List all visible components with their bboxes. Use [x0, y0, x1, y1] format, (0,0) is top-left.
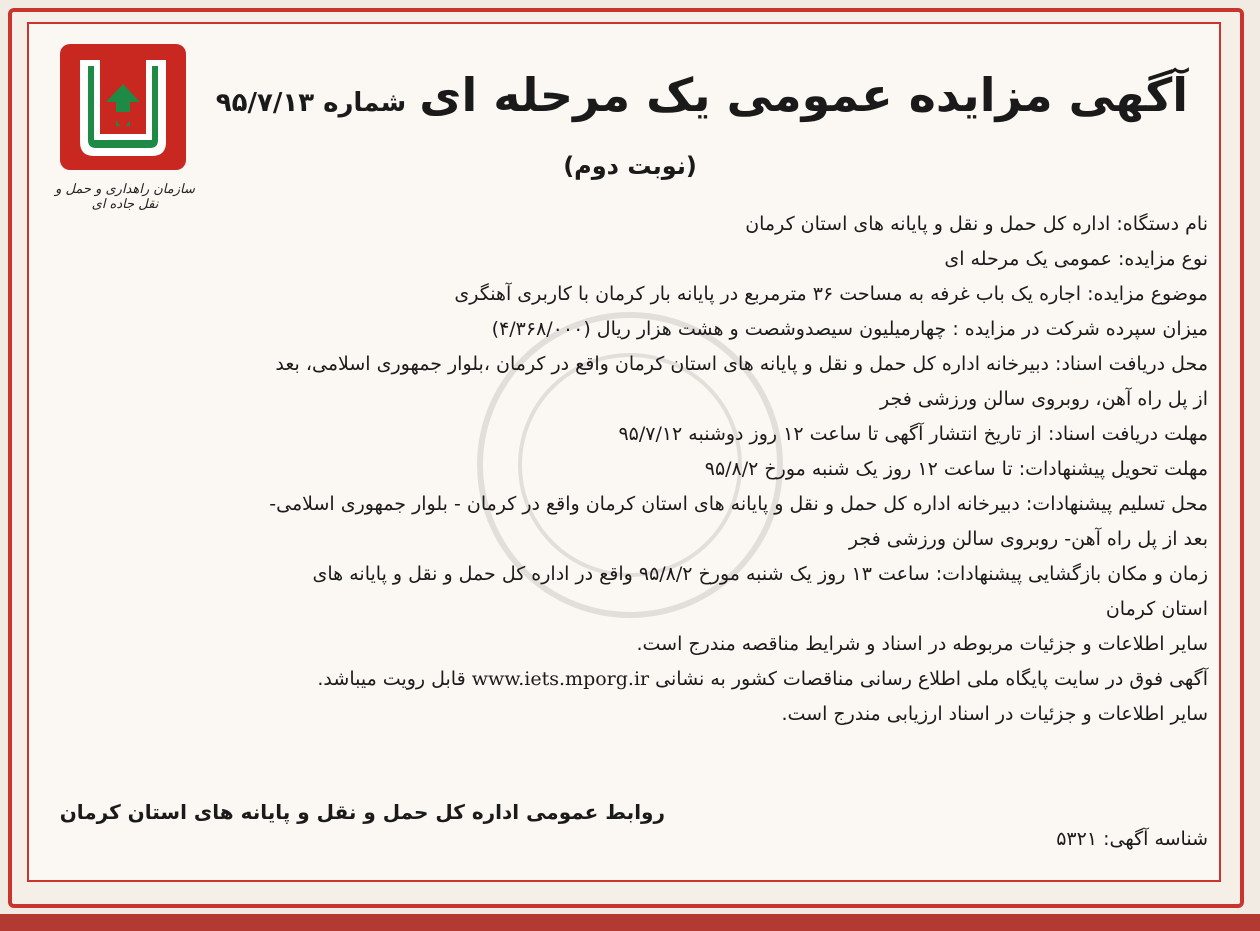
other-info-line: سایر اطلاعات و جزئیات مربوطه در اسناد و شرایط مناقصه مندرج است. [636, 633, 1208, 655]
logo-caption: سازمان راهداری و حمل و نقل جاده ای [55, 182, 195, 212]
proposal-deadline-line: مهلت تحویل پیشنهادات: تا ساعت ۱۲ روز یک شنبه مورخ ۹۵/۸/۲ [704, 458, 1208, 480]
documents-location-line: محل دریافت اسناد: دبیرخانه اداره کل حمل و نقل و پایانه های استان کرمان واقع در کرمان ،بلوار جمهوری اسلامی، بعد [275, 353, 1208, 375]
auction-subject-line: موضوع مزایده: اجاره یک باب غرفه به مساحت ۳۶ مترمربع در پایانه بار کرمان با کاربری آهنگری [454, 283, 1208, 305]
signature: روابط عمومی اداره کل حمل و نقل و پایانه های استان کرمان [59, 800, 665, 824]
deposit-line: میزان سپرده شرکت در مزایده : چهارمیلیون سیصدوشصت و هشت هزار ریال (۴/۳۶۸/۰۰۰) [491, 318, 1208, 340]
submission-location-line: محل تسلیم پیشنهادات: دبیرخانه اداره کل حمل و نقل و پایانه های استان کرمان واقع در کرمان - بلوار جمهوری اسلامی- [269, 493, 1208, 515]
evaluation-info-line: سایر اطلاعات و جزئیات در اسناد ارزیابی مندرج است. [781, 703, 1208, 725]
documents-location-line-2: از پل راه آهن، روبروی سالن ورزشی فجر [880, 388, 1208, 410]
notice-number: شماره ۹۵/۷/۱۳ [215, 88, 407, 118]
notice-title [216, 68, 1188, 122]
website-line [108, 662, 1208, 697]
website-text-after: قابل رویت میباشد. [317, 668, 466, 690]
documents-deadline-line: مهلت دریافت اسناد: از تاریخ انتشار آگهی تا ساعت ۱۲ روز دوشنبه ۹۵/۷/۱۲ [618, 423, 1208, 445]
ad-id: شناسه آگهی: ۵۳۲۱ [1056, 828, 1208, 850]
bottom-band [0, 914, 1260, 931]
device-name-line: نام دستگاه: اداره کل حمل و نقل و پایانه های استان کرمان [745, 213, 1208, 235]
notice-body [108, 207, 1208, 732]
opening-time-line-2: استان کرمان [1105, 598, 1208, 620]
website-text-before: آگهی فوق در سایت پایگاه ملی اطلاع رسانی مناقصات کشور به نشانی [655, 668, 1208, 690]
website-link[interactable]: www.iets.mporg.ir [471, 668, 650, 690]
auction-type-line: نوع مزایده: عمومی یک مرحله ای [944, 248, 1208, 270]
submission-location-line-2: بعد از پل راه آهن- روبروی سالن ورزشی فجر [848, 528, 1208, 550]
title-text: آگهی مزایده عمومی یک مرحله ای [419, 68, 1188, 122]
notice-subtitle: (نوبت دوم) [563, 152, 697, 180]
opening-time-line: زمان و مکان بازگشایی پیشنهادات: ساعت ۱۳ روز یک شنبه مورخ ۹۵/۸/۲ واقع در اداره کل حمل و نقل و پایانه های [312, 563, 1208, 585]
